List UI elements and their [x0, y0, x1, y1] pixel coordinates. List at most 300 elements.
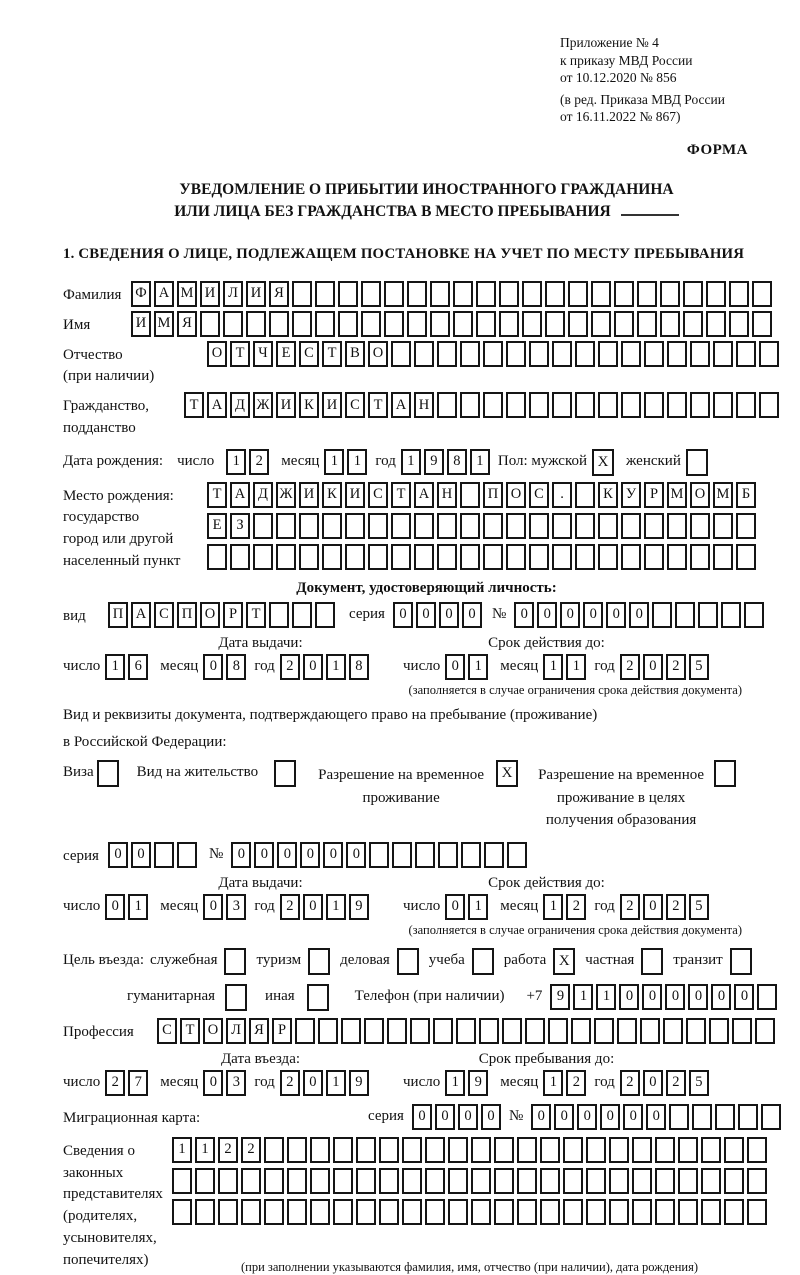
char-box[interactable]: 0: [537, 602, 557, 628]
char-box[interactable]: [744, 602, 764, 628]
char-box[interactable]: 5: [689, 654, 709, 680]
char-box[interactable]: [356, 1137, 376, 1163]
char-box[interactable]: [667, 513, 687, 539]
char-box[interactable]: 0: [577, 1104, 597, 1130]
char-box[interactable]: С: [345, 392, 365, 418]
char-box[interactable]: [453, 311, 473, 337]
char-box[interactable]: [738, 1104, 758, 1130]
char-box[interactable]: 1: [326, 894, 346, 920]
char-box[interactable]: [292, 602, 312, 628]
char-box[interactable]: 0: [300, 842, 320, 868]
char-box[interactable]: 2: [666, 1070, 686, 1096]
char-box[interactable]: [637, 311, 657, 337]
char-box[interactable]: С: [157, 1018, 177, 1044]
char-box[interactable]: [499, 281, 519, 307]
char-box[interactable]: [502, 1018, 522, 1044]
char-box[interactable]: [264, 1137, 284, 1163]
char-box[interactable]: Л: [223, 281, 243, 307]
char-box[interactable]: 1: [470, 449, 490, 475]
char-box[interactable]: 2: [566, 1070, 586, 1096]
char-box[interactable]: [690, 513, 710, 539]
char-box[interactable]: [369, 842, 389, 868]
char-box[interactable]: [218, 1199, 238, 1225]
char-box[interactable]: [506, 341, 526, 367]
char-box[interactable]: [506, 392, 526, 418]
char-box[interactable]: 2: [666, 894, 686, 920]
char-box[interactable]: [644, 544, 664, 570]
char-box[interactable]: [598, 513, 618, 539]
char-box[interactable]: 0: [629, 602, 649, 628]
char-box[interactable]: [437, 544, 457, 570]
char-box[interactable]: [552, 392, 572, 418]
char-box[interactable]: [525, 1018, 545, 1044]
char-box[interactable]: [461, 842, 481, 868]
char-box[interactable]: [483, 341, 503, 367]
char-box[interactable]: [287, 1137, 307, 1163]
char-box[interactable]: [437, 513, 457, 539]
char-box[interactable]: [736, 544, 756, 570]
char-box[interactable]: 2: [280, 1070, 300, 1096]
char-box[interactable]: [507, 842, 527, 868]
char-box[interactable]: [483, 544, 503, 570]
char-box[interactable]: [310, 1199, 330, 1225]
char-box[interactable]: 8: [226, 654, 246, 680]
char-box[interactable]: 0: [105, 894, 125, 920]
char-box[interactable]: [517, 1137, 537, 1163]
char-box[interactable]: 2: [620, 1070, 640, 1096]
char-box[interactable]: [391, 341, 411, 367]
char-box[interactable]: Е: [276, 341, 296, 367]
char-box[interactable]: Р: [644, 482, 664, 508]
char-box[interactable]: [345, 544, 365, 570]
char-box[interactable]: [690, 341, 710, 367]
char-box[interactable]: 0: [646, 1104, 666, 1130]
char-box[interactable]: [652, 602, 672, 628]
char-box[interactable]: [460, 544, 480, 570]
char-box[interactable]: [471, 1168, 491, 1194]
char-box[interactable]: [368, 544, 388, 570]
char-box[interactable]: [736, 341, 756, 367]
char-box[interactable]: А: [230, 482, 250, 508]
char-box[interactable]: 0: [462, 602, 482, 628]
char-box[interactable]: [195, 1168, 215, 1194]
char-box[interactable]: [448, 1137, 468, 1163]
char-box[interactable]: [632, 1199, 652, 1225]
checkbox-other[interactable]: [307, 984, 329, 1011]
char-box[interactable]: [713, 513, 733, 539]
char-box[interactable]: [724, 1168, 744, 1194]
char-box[interactable]: Ч: [253, 341, 273, 367]
char-box[interactable]: [540, 1168, 560, 1194]
checkbox-humanitarian[interactable]: [225, 984, 247, 1011]
char-box[interactable]: [545, 311, 565, 337]
char-box[interactable]: [430, 281, 450, 307]
char-box[interactable]: Ж: [276, 482, 296, 508]
char-box[interactable]: 1: [543, 1070, 563, 1096]
char-box[interactable]: П: [108, 602, 128, 628]
char-box[interactable]: Б: [736, 482, 756, 508]
char-box[interactable]: О: [506, 482, 526, 508]
char-box[interactable]: [484, 842, 504, 868]
char-box[interactable]: [667, 544, 687, 570]
char-box[interactable]: 0: [416, 602, 436, 628]
char-box[interactable]: [517, 1168, 537, 1194]
char-box[interactable]: [617, 1018, 637, 1044]
checkbox-rvp[interactable]: X: [496, 760, 518, 787]
char-box[interactable]: [552, 341, 572, 367]
char-box[interactable]: [295, 1018, 315, 1044]
char-box[interactable]: [575, 482, 595, 508]
char-box[interactable]: [414, 544, 434, 570]
char-box[interactable]: [644, 513, 664, 539]
char-box[interactable]: В: [345, 341, 365, 367]
char-box[interactable]: С: [299, 341, 319, 367]
char-box[interactable]: [494, 1199, 514, 1225]
checkbox-work[interactable]: X: [553, 948, 575, 975]
char-box[interactable]: [522, 281, 542, 307]
char-box[interactable]: 1: [172, 1137, 192, 1163]
char-box[interactable]: [310, 1137, 330, 1163]
char-box[interactable]: [529, 341, 549, 367]
char-box[interactable]: [154, 842, 174, 868]
char-box[interactable]: П: [177, 602, 197, 628]
char-box[interactable]: [402, 1137, 422, 1163]
char-box[interactable]: 2: [280, 654, 300, 680]
char-box[interactable]: [230, 544, 250, 570]
char-box[interactable]: А: [207, 392, 227, 418]
char-box[interactable]: 1: [445, 1070, 465, 1096]
char-box[interactable]: 0: [642, 984, 662, 1010]
char-box[interactable]: [667, 392, 687, 418]
char-box[interactable]: [692, 1104, 712, 1130]
char-box[interactable]: [747, 1137, 767, 1163]
char-box[interactable]: [575, 513, 595, 539]
char-box[interactable]: [223, 311, 243, 337]
char-box[interactable]: 0: [458, 1104, 478, 1130]
char-box[interactable]: [621, 544, 641, 570]
char-box[interactable]: [402, 1199, 422, 1225]
char-box[interactable]: 1: [347, 449, 367, 475]
char-box[interactable]: 8: [349, 654, 369, 680]
char-box[interactable]: [392, 842, 412, 868]
char-box[interactable]: 1: [195, 1137, 215, 1163]
char-box[interactable]: 0: [583, 602, 603, 628]
char-box[interactable]: [264, 1199, 284, 1225]
char-box[interactable]: [563, 1137, 583, 1163]
char-box[interactable]: 1: [326, 654, 346, 680]
char-box[interactable]: 9: [468, 1070, 488, 1096]
char-box[interactable]: [591, 311, 611, 337]
char-box[interactable]: 1: [105, 654, 125, 680]
char-box[interactable]: 0: [554, 1104, 574, 1130]
char-box[interactable]: [471, 1199, 491, 1225]
char-box[interactable]: К: [598, 482, 618, 508]
char-box[interactable]: 0: [643, 894, 663, 920]
char-box[interactable]: 0: [643, 1070, 663, 1096]
char-box[interactable]: [322, 544, 342, 570]
char-box[interactable]: Ф: [131, 281, 151, 307]
char-box[interactable]: [407, 281, 427, 307]
char-box[interactable]: [384, 311, 404, 337]
char-box[interactable]: 0: [711, 984, 731, 1010]
char-box[interactable]: 3: [226, 1070, 246, 1096]
char-box[interactable]: 0: [131, 842, 151, 868]
char-box[interactable]: [614, 281, 634, 307]
char-box[interactable]: [356, 1199, 376, 1225]
char-box[interactable]: 0: [303, 1070, 323, 1096]
char-box[interactable]: [614, 311, 634, 337]
char-box[interactable]: 0: [439, 602, 459, 628]
char-box[interactable]: [456, 1018, 476, 1044]
char-box[interactable]: [292, 281, 312, 307]
char-box[interactable]: [177, 842, 197, 868]
char-box[interactable]: [571, 1018, 591, 1044]
char-box[interactable]: 1: [226, 449, 246, 475]
char-box[interactable]: [644, 341, 664, 367]
char-box[interactable]: [724, 1199, 744, 1225]
char-box[interactable]: [701, 1168, 721, 1194]
char-box[interactable]: Л: [226, 1018, 246, 1044]
char-box[interactable]: 0: [688, 984, 708, 1010]
char-box[interactable]: [686, 1018, 706, 1044]
char-box[interactable]: [200, 311, 220, 337]
char-box[interactable]: 2: [620, 894, 640, 920]
char-box[interactable]: Т: [184, 392, 204, 418]
char-box[interactable]: 0: [303, 654, 323, 680]
char-box[interactable]: [269, 602, 289, 628]
char-box[interactable]: 0: [346, 842, 366, 868]
char-box[interactable]: [246, 311, 266, 337]
char-box[interactable]: Н: [414, 392, 434, 418]
char-box[interactable]: [391, 513, 411, 539]
char-box[interactable]: 0: [203, 654, 223, 680]
char-box[interactable]: [448, 1199, 468, 1225]
char-box[interactable]: [755, 1018, 775, 1044]
char-box[interactable]: К: [322, 482, 342, 508]
char-box[interactable]: [591, 281, 611, 307]
char-box[interactable]: .: [552, 482, 572, 508]
char-box[interactable]: [437, 341, 457, 367]
char-box[interactable]: А: [131, 602, 151, 628]
char-box[interactable]: Т: [391, 482, 411, 508]
char-box[interactable]: [264, 1168, 284, 1194]
char-box[interactable]: Е: [207, 513, 227, 539]
char-box[interactable]: Т: [207, 482, 227, 508]
char-box[interactable]: [287, 1168, 307, 1194]
char-box[interactable]: И: [345, 482, 365, 508]
char-box[interactable]: 8: [447, 449, 467, 475]
char-box[interactable]: [729, 281, 749, 307]
char-box[interactable]: [333, 1199, 353, 1225]
char-box[interactable]: [438, 842, 458, 868]
char-box[interactable]: 0: [531, 1104, 551, 1130]
char-box[interactable]: 0: [665, 984, 685, 1010]
char-box[interactable]: [476, 281, 496, 307]
char-box[interactable]: Д: [253, 482, 273, 508]
char-box[interactable]: [552, 544, 572, 570]
char-box[interactable]: [414, 341, 434, 367]
char-box[interactable]: К: [299, 392, 319, 418]
char-box[interactable]: [276, 544, 296, 570]
char-box[interactable]: [690, 544, 710, 570]
checkbox-rvp-education[interactable]: [714, 760, 736, 787]
char-box[interactable]: [384, 281, 404, 307]
char-box[interactable]: [356, 1168, 376, 1194]
char-box[interactable]: 0: [323, 842, 343, 868]
char-box[interactable]: [361, 311, 381, 337]
char-box[interactable]: [430, 311, 450, 337]
char-box[interactable]: [379, 1137, 399, 1163]
checkbox-official[interactable]: [224, 948, 246, 975]
checkbox-visa[interactable]: [97, 760, 119, 787]
char-box[interactable]: 9: [424, 449, 444, 475]
char-box[interactable]: [522, 311, 542, 337]
char-box[interactable]: [499, 311, 519, 337]
char-box[interactable]: [706, 281, 726, 307]
char-box[interactable]: [241, 1199, 261, 1225]
char-box[interactable]: 0: [231, 842, 251, 868]
char-box[interactable]: [747, 1168, 767, 1194]
char-box[interactable]: [494, 1168, 514, 1194]
char-box[interactable]: [669, 1104, 689, 1130]
char-box[interactable]: [698, 602, 718, 628]
char-box[interactable]: [757, 984, 777, 1010]
char-box[interactable]: 1: [401, 449, 421, 475]
char-box[interactable]: 2: [249, 449, 269, 475]
char-box[interactable]: И: [246, 281, 266, 307]
char-box[interactable]: [736, 513, 756, 539]
char-box[interactable]: [752, 281, 772, 307]
char-box[interactable]: [575, 392, 595, 418]
char-box[interactable]: [713, 392, 733, 418]
char-box[interactable]: [437, 392, 457, 418]
checkbox-business[interactable]: [397, 948, 419, 975]
checkbox-male[interactable]: X: [592, 449, 614, 476]
char-box[interactable]: [759, 341, 779, 367]
checkbox-residence-permit[interactable]: [274, 760, 296, 787]
char-box[interactable]: [361, 281, 381, 307]
char-box[interactable]: 0: [445, 654, 465, 680]
char-box[interactable]: 9: [550, 984, 570, 1010]
char-box[interactable]: 5: [689, 894, 709, 920]
char-box[interactable]: [315, 311, 335, 337]
char-box[interactable]: [529, 513, 549, 539]
char-box[interactable]: И: [131, 311, 151, 337]
char-box[interactable]: 0: [203, 894, 223, 920]
char-box[interactable]: [460, 392, 480, 418]
checkbox-study[interactable]: [472, 948, 494, 975]
char-box[interactable]: [621, 513, 641, 539]
char-box[interactable]: [729, 311, 749, 337]
char-box[interactable]: [207, 544, 227, 570]
char-box[interactable]: [552, 513, 572, 539]
char-box[interactable]: [292, 311, 312, 337]
char-box[interactable]: [517, 1199, 537, 1225]
char-box[interactable]: И: [322, 392, 342, 418]
char-box[interactable]: Я: [269, 281, 289, 307]
char-box[interactable]: М: [154, 311, 174, 337]
char-box[interactable]: [299, 513, 319, 539]
char-box[interactable]: [253, 513, 273, 539]
char-box[interactable]: [598, 544, 618, 570]
char-box[interactable]: У: [621, 482, 641, 508]
char-box[interactable]: 1: [468, 654, 488, 680]
char-box[interactable]: [448, 1168, 468, 1194]
char-box[interactable]: М: [667, 482, 687, 508]
char-box[interactable]: 2: [105, 1070, 125, 1096]
char-box[interactable]: [678, 1137, 698, 1163]
char-box[interactable]: [471, 1137, 491, 1163]
char-box[interactable]: [701, 1199, 721, 1225]
char-box[interactable]: 1: [596, 984, 616, 1010]
char-box[interactable]: [338, 311, 358, 337]
char-box[interactable]: [609, 1137, 629, 1163]
char-box[interactable]: 0: [643, 654, 663, 680]
char-box[interactable]: [721, 602, 741, 628]
char-box[interactable]: [706, 311, 726, 337]
char-box[interactable]: 0: [203, 1070, 223, 1096]
char-box[interactable]: [545, 281, 565, 307]
char-box[interactable]: [632, 1168, 652, 1194]
char-box[interactable]: Т: [368, 392, 388, 418]
char-box[interactable]: 2: [620, 654, 640, 680]
char-box[interactable]: 1: [566, 654, 586, 680]
char-box[interactable]: [598, 341, 618, 367]
char-box[interactable]: [172, 1168, 192, 1194]
char-box[interactable]: [333, 1168, 353, 1194]
char-box[interactable]: [563, 1199, 583, 1225]
char-box[interactable]: [678, 1168, 698, 1194]
char-box[interactable]: 0: [277, 842, 297, 868]
char-box[interactable]: П: [483, 482, 503, 508]
char-box[interactable]: Т: [246, 602, 266, 628]
char-box[interactable]: [506, 513, 526, 539]
char-box[interactable]: Р: [272, 1018, 292, 1044]
char-box[interactable]: М: [177, 281, 197, 307]
char-box[interactable]: [433, 1018, 453, 1044]
char-box[interactable]: [632, 1137, 652, 1163]
char-box[interactable]: Я: [249, 1018, 269, 1044]
char-box[interactable]: [310, 1168, 330, 1194]
char-box[interactable]: 6: [128, 654, 148, 680]
char-box[interactable]: 0: [481, 1104, 501, 1130]
checkbox-female[interactable]: [686, 449, 708, 476]
char-box[interactable]: [644, 392, 664, 418]
char-box[interactable]: [253, 544, 273, 570]
char-box[interactable]: [338, 281, 358, 307]
char-box[interactable]: [609, 1168, 629, 1194]
char-box[interactable]: 1: [324, 449, 344, 475]
char-box[interactable]: С: [529, 482, 549, 508]
char-box[interactable]: А: [154, 281, 174, 307]
char-box[interactable]: 9: [349, 1070, 369, 1096]
char-box[interactable]: [568, 281, 588, 307]
char-box[interactable]: [410, 1018, 430, 1044]
char-box[interactable]: [287, 1199, 307, 1225]
checkbox-transit[interactable]: [730, 948, 752, 975]
char-box[interactable]: [494, 1137, 514, 1163]
char-box[interactable]: [747, 1199, 767, 1225]
char-box[interactable]: 1: [573, 984, 593, 1010]
char-box[interactable]: [364, 1018, 384, 1044]
char-box[interactable]: Н: [437, 482, 457, 508]
char-box[interactable]: [379, 1199, 399, 1225]
char-box[interactable]: [460, 482, 480, 508]
char-box[interactable]: 0: [393, 602, 413, 628]
char-box[interactable]: [586, 1137, 606, 1163]
char-box[interactable]: [241, 1168, 261, 1194]
char-box[interactable]: 9: [349, 894, 369, 920]
